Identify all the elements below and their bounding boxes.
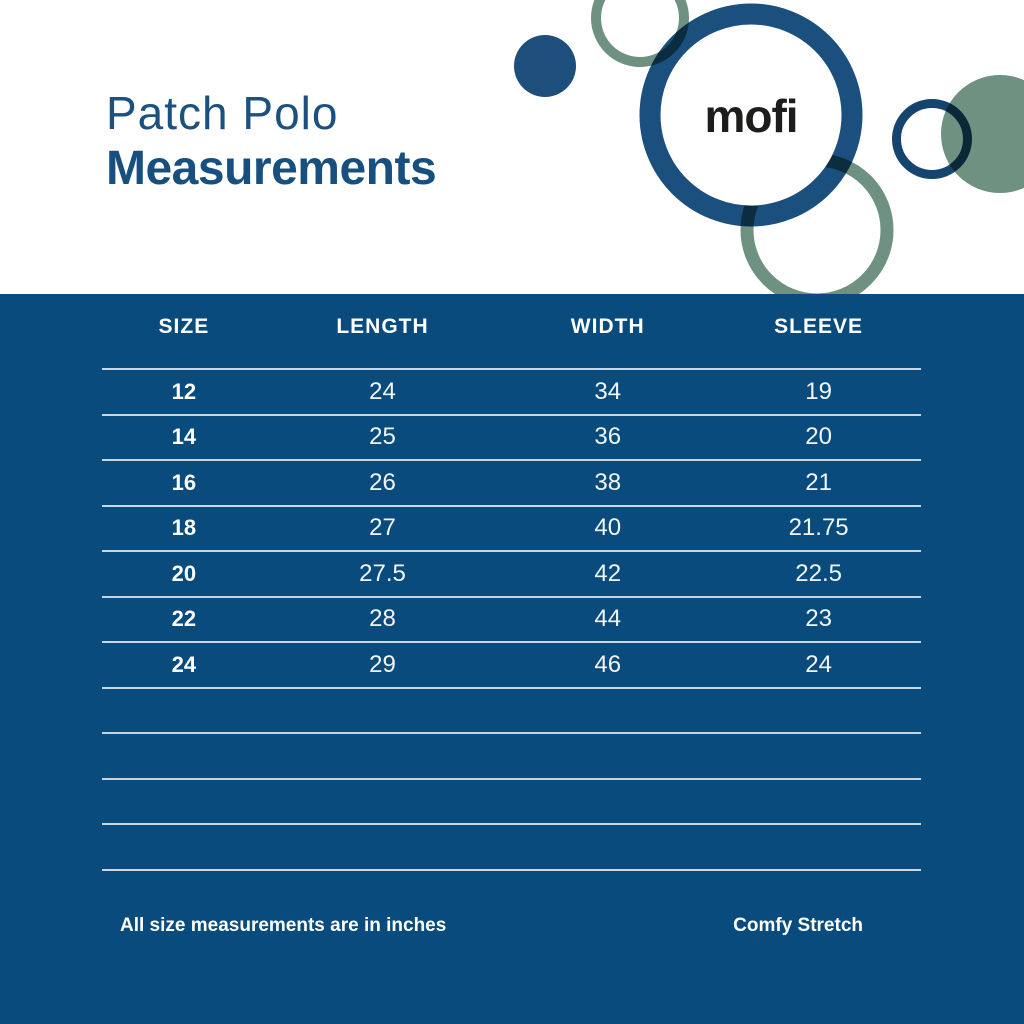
cell-size: 20 [171,560,197,586]
cell-size: 22 [171,606,197,632]
column-header-sleeve: SLEEVE [774,315,864,338]
filled-blue-dot [514,35,576,97]
cell-length: 24 [369,377,396,405]
sage-dot-right [941,75,1024,193]
title-measurements: Measurements [106,142,437,195]
cell-length: 27 [369,514,396,542]
size-table [102,368,921,871]
table-row [102,461,921,507]
cell-width: 40 [594,514,622,542]
cell-length: 26 [369,468,396,496]
cell-length: 28 [369,605,396,633]
table-row [102,507,921,553]
cell-width: 44 [594,605,622,633]
cell-width: 36 [594,423,622,451]
table-row [102,416,921,462]
cell-sleeve: 21.75 [788,514,849,542]
cell-size: 14 [171,424,197,450]
cell-size: 12 [171,378,197,404]
cell-sleeve: 22.5 [795,559,842,587]
table-row [102,598,921,644]
cell-length: 29 [369,650,396,678]
cell-size: 18 [171,515,197,541]
cell-sleeve: 19 [805,377,832,405]
cell-width: 38 [594,468,622,496]
units-note: All size measurements are in inches [120,915,447,936]
size-table-panel [0,294,1024,1024]
column-header-width: WIDTH [570,315,645,338]
cell-size: 24 [171,651,197,677]
empty-table-row [102,689,921,735]
page-title [106,87,437,195]
table-header-row [102,310,921,344]
cell-sleeve: 24 [805,650,832,678]
cell-sleeve: 20 [805,423,832,451]
cell-size: 16 [171,469,197,495]
logo-text: mofi [704,90,798,142]
cell-length: 25 [369,423,396,451]
cell-width: 34 [594,377,622,405]
panel-footer [120,911,863,941]
empty-table-row [102,825,921,871]
table-row [102,552,921,598]
product-name: Patch Polo [106,87,339,139]
cell-width: 42 [594,559,622,587]
table-row [102,643,921,689]
cell-width: 46 [594,650,622,678]
column-header-length: LENGTH [336,315,429,338]
empty-table-row [102,734,921,780]
table-row [102,370,921,416]
column-header-size: SIZE [158,315,210,338]
cell-length: 27.5 [359,559,406,587]
fabric-tagline: Comfy Stretch [733,915,863,936]
cell-sleeve: 23 [805,605,832,633]
empty-table-row [102,780,921,826]
cell-sleeve: 21 [805,468,832,496]
